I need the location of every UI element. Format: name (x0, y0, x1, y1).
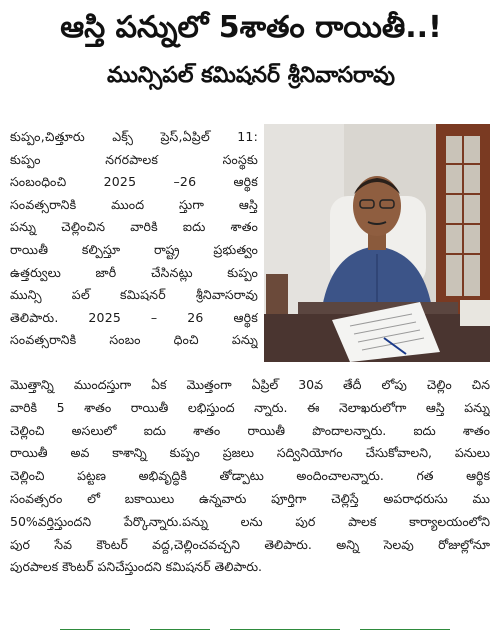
text-line: చెల్లించి పట్టణ అభివృద్ధికి తోడ్పాటు అందించాలన్నారు. గత ఆర్థిక (10, 468, 490, 484)
text-line: మున్సి పల్ కమిషనర్ శ్రీనివాసరావు (10, 287, 258, 303)
text-line: ఉత్తర్వులు జారీ చేసినట్లు కుప్పం (10, 264, 258, 280)
text-line: సంవత్సరానికి సంబం ధించి పన్ను (10, 332, 258, 348)
commissioner-photo (264, 124, 490, 362)
text-line: చెల్లించి అసలులో ఐదు శాతం రాయితీ పొందాలన్నారు. ఐదు శాతం (10, 422, 490, 438)
cropped-next-headline (60, 620, 460, 630)
text-line: సంవత్సరానికి ముంద స్తుగా ఆస్తి (10, 196, 258, 212)
article-body-text (10, 374, 490, 579)
text-line: కుప్పం నగరపాలక సంస్థకు (10, 151, 258, 167)
article-column-text (10, 126, 258, 352)
text-line: పుర సేవ కౌంటర్ వద్ద,చెల్లించవచ్చని తెలిపారు. అన్ని సెలవు రోజుల్లోనూ (10, 536, 490, 552)
text-line: రాయితీ కల్పిస్తూ రాష్ట్ర ప్రభుత్వం (10, 241, 258, 257)
text-line: మొత్తాన్ని ముందస్తుగా ఏక మొత్తంగా ఏప్రిల్ 30వ తేదీ లోపు చెల్లిం చిన (10, 377, 490, 392)
text-line: సంవత్సరం లో బకాయిలు ఉన్నవారు పూర్తిగా చెల్లిస్తే అపరాధరుసు ము (10, 490, 490, 506)
text-line: పన్ను చెల్లించిన వారికి ఐదు శాతం (10, 219, 258, 235)
text-line: సంబంధించి 2025 –26 ఆర్థిక (10, 174, 258, 190)
cropped-text-shape (60, 625, 460, 630)
text-line: 50%వర్తిస్తుందని పేర్కొన్నారు.పన్ను లను పుర పాలక కార్యాలయంలోని (10, 513, 490, 529)
text-line: కుప్పం,చిత్తూరు ఎక్స్ ప్రెస్,ఏప్రిల్ 11: (10, 129, 258, 144)
photo-illustration (264, 124, 490, 362)
text-line: వారికి 5 శాతం రాయితీ లభిస్తుంద న్నారు. ఈ నెలాఖరులోగా ఆస్తి పన్ను (10, 399, 490, 415)
subheadline: మున్సిపల్ కమిషనర్ శ్రీనివాసరావు (107, 63, 395, 88)
text-line: పురపాలక కౌంటర్ పనిచేస్తుందని కమిషనర్ తెలిపారు. (10, 559, 262, 575)
headline: ఆస్తి పన్నులో 5శాతం రాయితీ..! (60, 10, 442, 45)
text-line: రాయితీ అవ కాశాన్ని కుప్పం ప్రజలు సద్వినియోగం చేసుకోవాలని, పనులు (10, 445, 490, 461)
text-line: తెలిపారు. 2025 – 26 ఆర్థిక (10, 309, 258, 325)
